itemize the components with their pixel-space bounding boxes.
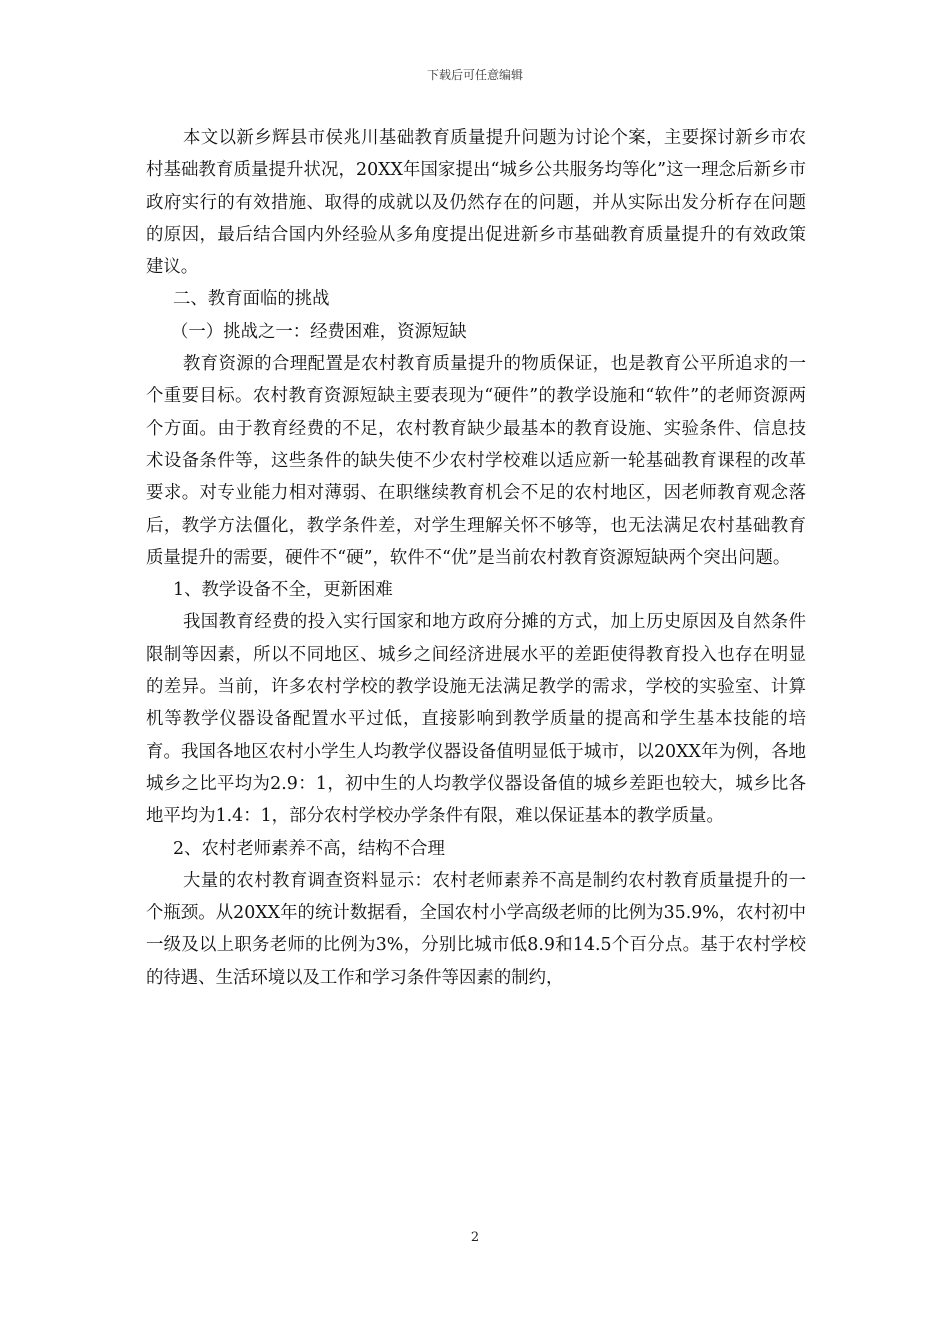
subsection-heading-funding: （一）挑战之一：经费困难，资源短缺 bbox=[171, 321, 467, 342]
section-heading-challenges: 二、教育面临的挑战 bbox=[173, 289, 330, 310]
page-number: 2 bbox=[470, 1230, 480, 1245]
item-heading-equipment: 1、教学设备不全，更新困难 bbox=[173, 580, 393, 601]
paragraph-equipment: 我国教育经费的投入实行国家和地方政府分摊的方式，加上历史原因及自然条件限制等因素，所以不同地区、城乡之间经济进展水平的差距使得教育投入也存在明显的差异。当前，许多农村学校的教学设施无法满足教学的需求，学校的实验室、计算机等教学仪器设备配置水平过低，直接影响到教学质量的提高和学生基本技能的培育。我国各地区农村小学生人均教学仪器设备值明显低于城市，以20XX年为例，各地城乡之比平均为2.9：1，初中生的人均教学仪器设备值的城乡差距也较大，城乡比各地平均为1.4：1，部分农村学校办学条件有限，难以保证基本的教学质量。 bbox=[146, 612, 806, 827]
paragraph-resources: 教育资源的合理配置是农村教育质量提升的物质保证，也是教育公平所追求的一个重要目标。农村教育资源短缺主要表现为“硬件”的教学设施和“软件”的老师资源两个方面。由于教育经费的不足，农村教育缺少最基本的教育设施、实验条件、信息技术设备条件等，这些条件的缺失使不少农村学校难以适应新一轮基础教育课程的改革要求。对专业能力相对薄弱、在职继续教育机会不足的农村地区，因老师教育观念落后，教学方法僵化，教学条件差，对学生理解关怀不够等，也无法满足农村基础教育质量提升的需要，硬件不“硬”，软件不“优”是当前农村教育资源短缺两个突出问题。 bbox=[146, 354, 806, 568]
item-heading-teachers: 2、农村老师素养不高，结构不合理 bbox=[173, 838, 445, 859]
paragraph-teachers: 大量的农村教育调查资料显示：农村老师素养不高是制约农村教育质量提升的一个瓶颈。从20XX年的统计数据看，全国农村小学高级老师的比例为35.9%，农村初中一级及以上职务老师的比例为3%，分别比城市低8.9和14.5个百分点。基于农村学校的待遇、生活环境以及工作和学习条件等因素的制约， bbox=[146, 870, 806, 988]
document-body bbox=[146, 122, 806, 994]
paragraph-intro: 本文以新乡辉县市侯兆川基础教育质量提升问题为讨论个案，主要探讨新乡市农村基础教育质量提升状况，20XX年国家提出“城乡公共服务均等化”这一理念后新乡市政府实行的有效措施、取得的成就以及仍然存在的问题，并从实际出发分析存在问题的原因，最后结合国内外经验从多角度提出促进新乡市基础教育质量提升的有效政策建议。 bbox=[146, 128, 806, 278]
header-note: 下载后可任意编辑 bbox=[426, 68, 523, 82]
